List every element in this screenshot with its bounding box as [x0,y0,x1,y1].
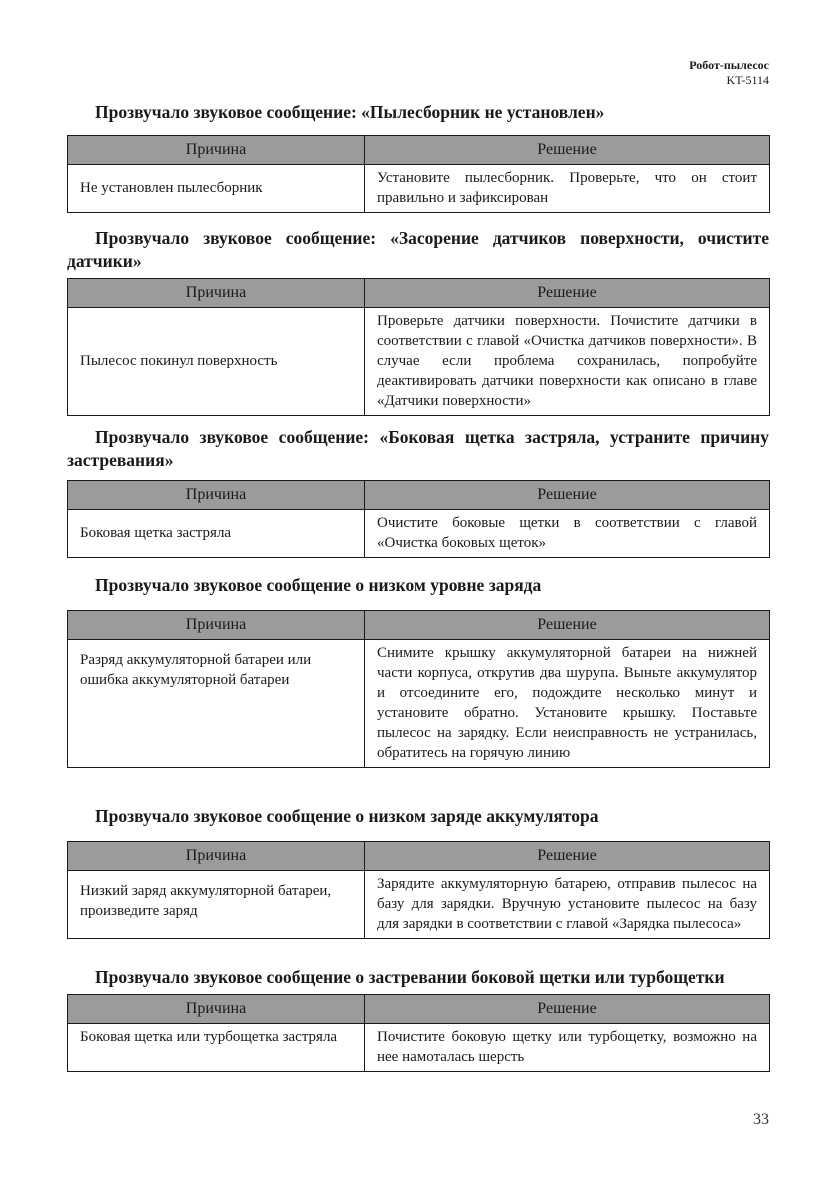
cause-column-header: Причина [68,481,365,510]
cause-cell: Пылесос покинул поверхность [68,308,365,416]
model-number: KT-5114 [726,73,769,87]
section-low-charge-level [67,574,769,768]
troubleshooting-table [67,480,770,558]
cause-cell: Разряд аккумуляторной батареи или ошибка аккумуляторной батареи [68,640,365,768]
troubleshooting-table [67,610,770,768]
section-heading: Прозвучало звуковое сообщение о низком уровне заряда [95,575,542,595]
cause-cell: Не установлен пылесборник [68,165,365,213]
section-heading: Прозвучало звуковое сообщение: «Засорение датчиков поверхности, очистите датчики» [67,228,769,271]
table-header-row [68,136,770,165]
solution-column-header: Решение [365,481,770,510]
solution-column-header: Решение [365,611,770,640]
section-surface-sensors [67,227,769,416]
troubleshooting-table [67,135,770,213]
troubleshooting-table [67,278,770,416]
solution-cell: Установите пылесборник. Проверьте, что он стоит правильно и зафиксирован [365,165,770,213]
troubleshooting-table [67,841,770,939]
solution-cell: Снимите крышку аккумуляторной батареи на нижней части корпуса, открутив два шурупа. Выньте аккумулятор и отсоедините его, подождите несколько минут и установите обратно. Установите крышку. Поставьте пылесос на зарядку. Если неисправность не устранилась, обратитесь на горячую линию [365,640,770,768]
section-brush-or-turbobrush-stuck [67,966,769,1072]
table-header-row [68,481,770,510]
solution-column-header: Решение [365,842,770,871]
table-header-row [68,279,770,308]
product-name: Робот-пылесос [689,58,769,72]
solution-column-header: Решение [365,279,770,308]
troubleshooting-table [67,994,770,1072]
section-heading: Прозвучало звуковое сообщение о застревании боковой щетки или турбощетки [95,967,725,987]
solution-column-header: Решение [365,995,770,1024]
section-side-brush-stuck [67,426,769,558]
table-header-row [68,842,770,871]
running-header [689,58,769,88]
page-number: 33 [753,1111,769,1128]
table-row [68,640,770,768]
solution-cell: Очистите боковые щетки в соответствии с главой «Очистка боковых щеток» [365,510,770,558]
table-header-row [68,995,770,1024]
table-row [68,165,770,213]
section-heading: Прозвучало звуковое сообщение: «Боковая щетка застряла, устраните причину застревания» [67,427,769,470]
cause-column-header: Причина [68,995,365,1024]
solution-cell: Почистите боковую щетку или турбощетку, возможно на нее намоталась шерсть [365,1024,770,1072]
section-heading: Прозвучало звуковое сообщение о низком заряде аккумулятора [95,806,599,826]
table-row [68,1024,770,1072]
solution-cell: Проверьте датчики поверхности. Почистите датчики в соответствии с главой «Очистка датчиков поверхности». В случае если проблема сохранилась, попробуйте деактивировать датчики поверхности как описано в главе «Датчики поверхности» [365,308,770,416]
cause-column-header: Причина [68,136,365,165]
cause-cell: Боковая щетка застряла [68,510,365,558]
solution-cell: Зарядите аккумуляторную батарею, отправив пылесос на базу для зарядки. Вручную установите пылесос на базу для зарядки в соответствии с главой «Зарядка пылесоса» [365,871,770,939]
cause-column-header: Причина [68,279,365,308]
cause-cell: Боковая щетка или турбощетка застряла [68,1024,365,1072]
cause-cell: Низкий заряд аккумуляторной батареи, произведите заряд [68,871,365,939]
table-row [68,308,770,416]
solution-column-header: Решение [365,136,770,165]
section-heading: Прозвучало звуковое сообщение: «Пылесборник не установлен» [95,102,605,122]
cause-column-header: Причина [68,611,365,640]
table-row [68,510,770,558]
table-header-row [68,611,770,640]
section-low-battery [67,805,769,939]
table-row [68,871,770,939]
section-dust-bin-not-installed [67,101,769,213]
cause-column-header: Причина [68,842,365,871]
